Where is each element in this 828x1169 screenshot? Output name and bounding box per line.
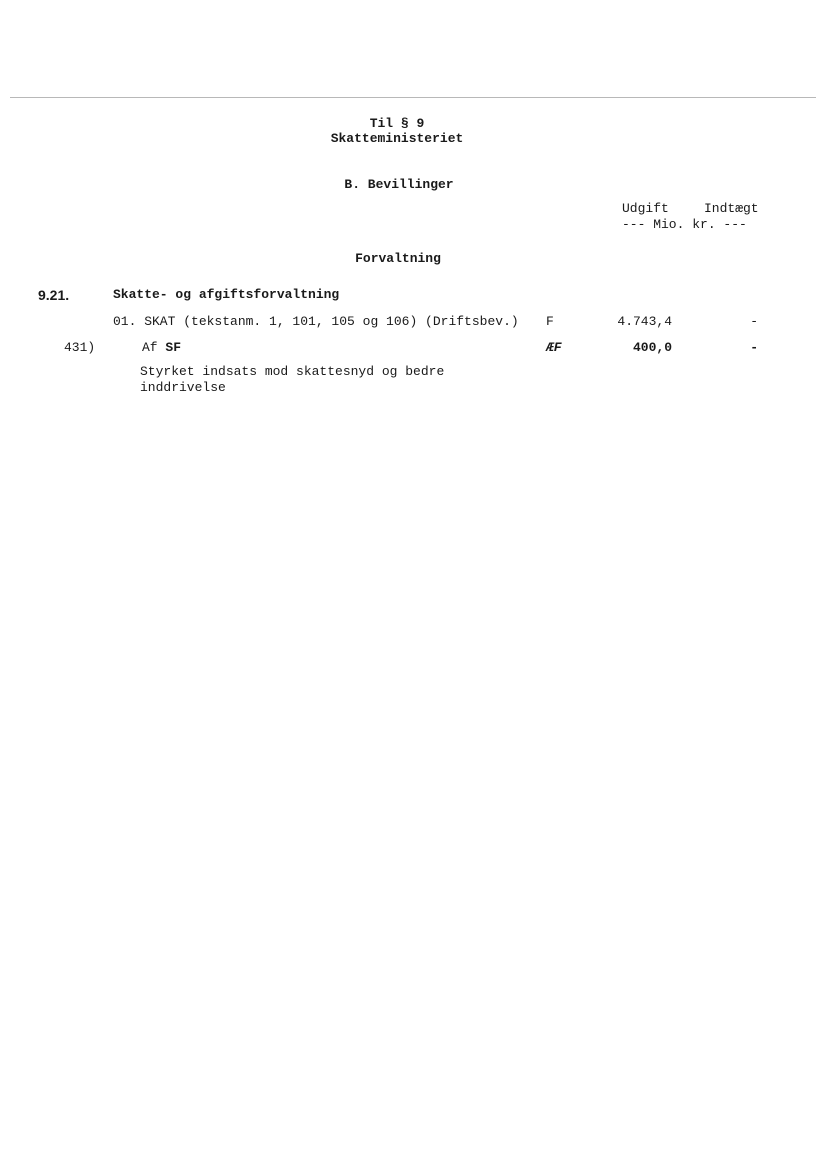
section-title: B. Bevillinger (344, 177, 454, 192)
amendment-expense: 400,0 (632, 340, 672, 355)
line-expense: 4.743,4 (617, 314, 672, 329)
top-rule (10, 97, 816, 98)
amendment-text (142, 340, 181, 355)
line-income: - (750, 314, 758, 329)
line-code: F (546, 314, 554, 329)
amendment-code: ÆF (546, 340, 562, 355)
amendment-number: 431) (64, 340, 96, 355)
header-reference: Til § 9 (369, 116, 425, 131)
ministry-title: Skatteministeriet (330, 131, 464, 146)
amendment-prefix: Af (142, 340, 158, 355)
account-number: 9.21. (38, 287, 70, 303)
line-text: 01. SKAT (tekstanm. 1, 101, 105 og 106) (Driftsbev.) (113, 314, 519, 329)
amendment-note-line-2: inddrivelse (140, 380, 226, 395)
account-title: Skatte- og afgiftsforvaltning (113, 287, 340, 302)
column-header-income: Indtægt (704, 201, 759, 216)
column-header-expense: Udgift (622, 201, 669, 216)
group-title: Forvaltning (355, 251, 441, 266)
amendment-note-line-1: Styrket indsats mod skattesnyd og bedre (140, 364, 445, 379)
amendment-party: SF (165, 340, 182, 355)
amendment-income: - (750, 340, 758, 355)
column-unit: --- Mio. kr. --- (622, 217, 747, 232)
